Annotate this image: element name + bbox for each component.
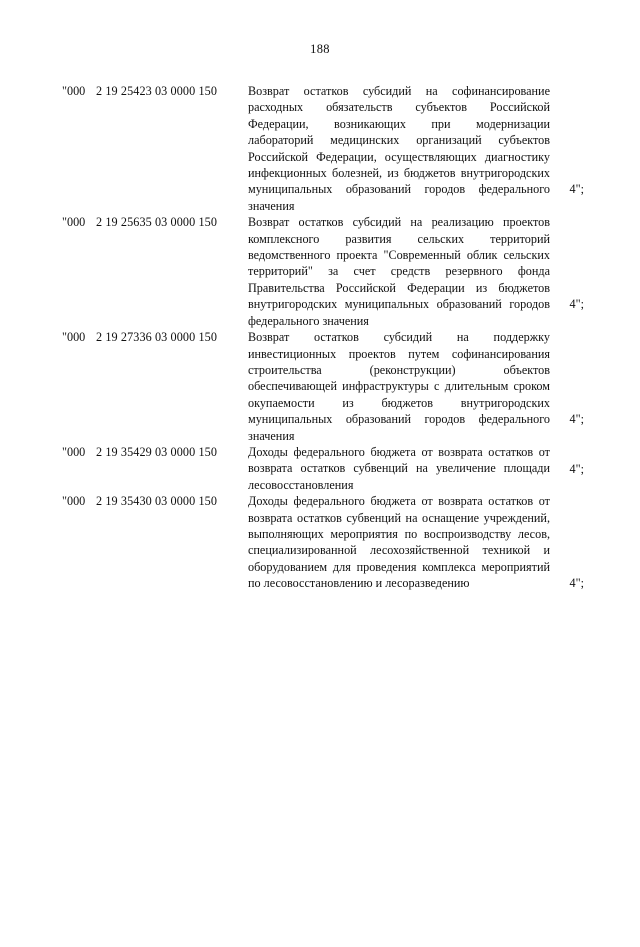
row-footnote-text: 4"; <box>569 461 584 476</box>
table-row <box>62 83 584 214</box>
row-description: Доходы федерального бюджета от возврата остатков от возврата остатков субвенций на оснащение учреждений, выполняющих мероприятия по воспроизводству лесов, специализированной лесохозяйственной техникой и оборудованием для проведения комплекса мероприятий по лесовосстановлению и лесоразведению <box>248 494 550 591</box>
row-budget-code: 2 19 35429 03 0000 150 <box>96 444 218 459</box>
document-page <box>0 42 640 947</box>
row-budget-code: 2 19 27336 03 0000 150 <box>96 330 218 345</box>
row-description: Возврат остатков субсидий на поддержку инвестиционных проектов путем софинансирования строительства (реконструкции) объектов обеспечивающей инфраструктуры с длительным сроком окупаемости из бюджетов внутригородских муниципальных образований городов федерального значения <box>248 330 550 443</box>
page-number: 188 <box>310 42 330 56</box>
row-description: Доходы федерального бюджета от возврата остатков от возврата остатков субвенций на увеличение площади лесовосстановления <box>248 444 550 492</box>
row-budget-code: 2 19 25423 03 0000 150 <box>96 84 218 98</box>
row-budget-code: 2 19 35430 03 0000 150 <box>96 494 218 509</box>
row-quote-marker: "000 <box>62 330 86 345</box>
row-footnote-text: 4"; <box>569 412 584 427</box>
row-description: Возврат остатков субсидий на реализацию проектов комплексного развития сельских территорий ведомственного проекта "Современный облик сельских территорий" за счет средств резервного фонда Правительства Российской Федерации из бюджетов внутригородских муниципальных образований городов федерального значения <box>248 215 550 328</box>
row-quote-marker: "000 <box>62 215 86 230</box>
row-quote-marker: "000 <box>62 84 86 98</box>
row-budget-code: 2 19 25635 03 0000 150 <box>96 215 218 230</box>
row-description: Возврат остатков субсидий на софинансирование расходных обязательств субъектов Российской Федерации, возникающих при модернизации лабораторий медицинских организаций субъектов Российской Федерации, осуществляющих диагностику инфекционных болезней, из бюджетов внутригородских муниципальных образований городов федерального значения <box>248 84 550 213</box>
table-row <box>62 214 584 329</box>
row-quote-marker: "000 <box>62 494 86 509</box>
revenue-code-table <box>62 83 584 592</box>
row-quote-marker: "000 <box>62 444 86 459</box>
row-footnote-text: 4"; <box>569 576 584 591</box>
table-row <box>62 444 584 493</box>
table-row <box>62 493 584 591</box>
row-footnote-text: 4"; <box>569 182 584 196</box>
row-footnote-text: 4"; <box>569 297 584 312</box>
table-row <box>62 329 584 444</box>
